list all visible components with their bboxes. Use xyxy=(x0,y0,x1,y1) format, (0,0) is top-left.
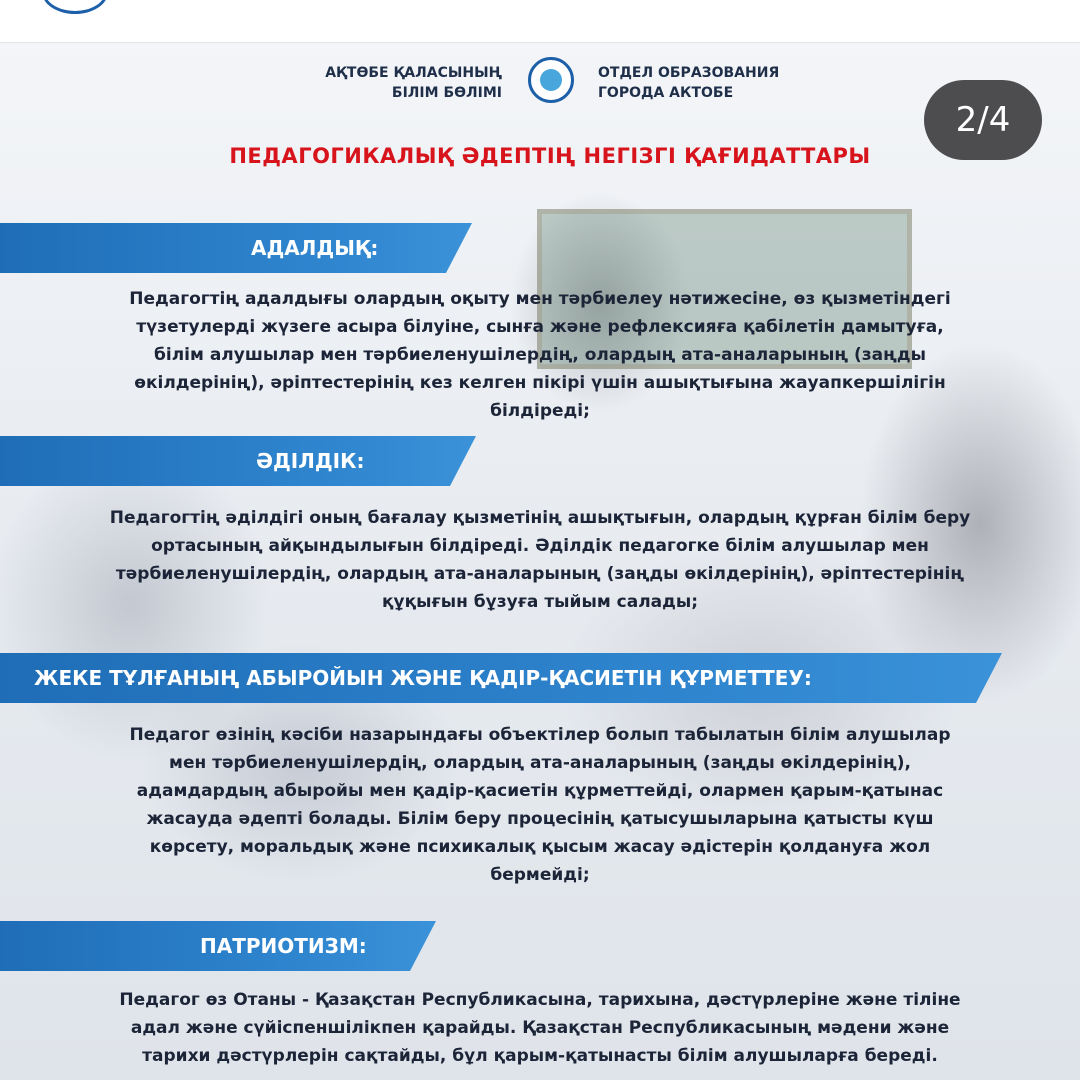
text-line: өкілдерінің), әріптестерінің кез келген пікірі үшін ашықтығына жауапкершілігін xyxy=(134,373,946,393)
text-line: түзетулерді жүзеге асыра білуіне, сынға және рефлексияға қабілетін дамытуға, xyxy=(136,317,944,337)
text-line: тарихи дәстүрлерін сақтайды, бұл қарым-қатынасты білім алушыларға береді. xyxy=(142,1046,938,1066)
text-line: көрсету, моральдық және психикалық қысым жасау әдістерін қолдануға жол xyxy=(149,837,931,857)
text-line: ортасының айқындылығын білдіреді. Әділдік педагогке білім алушылар мен xyxy=(151,536,929,556)
section-banner-honesty xyxy=(0,223,472,273)
text-line: білдіреді; xyxy=(490,401,590,421)
text-line: құқығын бұзуға тыйым салады; xyxy=(381,592,699,612)
header-right-line2: ГОРОДА АКТОБЕ xyxy=(598,85,734,101)
text-line: адамдардың абыройы мен қадір-қасиетін құрметтейді, олармен қарым-қатынас xyxy=(136,781,944,801)
post-image xyxy=(0,43,1080,1080)
text-line: Педагогтің әділдігі оның бағалау қызметінің ашықтығын, олардың құрған білім беру xyxy=(109,508,971,528)
section-banner-fairness xyxy=(0,436,476,486)
text-line: адал және сүйіспеншілікпен қарайды. Қазақстан Республикасының мәдени және xyxy=(130,1018,950,1038)
section-heading-fairness: ӘДІЛДІК: xyxy=(256,449,365,473)
post-title: ПЕДАГОГИКАЛЫҚ ӘДЕПТІҢ НЕГІЗГІ ҚАҒИДАТТАРЫ xyxy=(229,144,871,168)
section-heading-honesty: АДАЛДЫҚ: xyxy=(251,236,379,260)
text-line: бермейді; xyxy=(490,865,590,885)
header-right-line1: ОТДЕЛ ОБРАЗОВАНИЯ xyxy=(598,65,780,81)
header-left-line1: АҚТӨБЕ ҚАЛАСЫНЫҢ xyxy=(325,65,502,81)
city-education-emblem-icon xyxy=(528,57,574,103)
section-text-dignity xyxy=(0,721,1080,889)
text-line: білім алушылар мен тәрбиеленушілердің, олардың ата-аналарының (заңды xyxy=(154,345,926,365)
section-heading-dignity: ЖЕКЕ ТҰЛҒАНЫҢ АБЫРОЙЫН ЖӘНЕ ҚАДІР-ҚАСИЕТІН ҚҰРМЕТТЕУ: xyxy=(34,666,812,690)
section-text-honesty xyxy=(0,285,1080,425)
text-line: жасауда әдепті болады. Білім беру процесінің қатысушыларына қатысты күш xyxy=(146,809,934,829)
carousel-page-counter: 2/4 xyxy=(924,80,1042,160)
app-top-bar xyxy=(0,0,1080,43)
section-text-fairness xyxy=(0,504,1080,616)
profile-avatar-icon[interactable] xyxy=(42,0,108,14)
text-line: мен тәрбиеленушілердің, олардың ата-аналарының (заңды өкілдерінің), xyxy=(169,753,911,773)
section-heading-patriotism: ПАТРИОТИЗМ: xyxy=(200,934,367,958)
header-left-line2: БІЛІМ БӨЛІМІ xyxy=(391,85,502,101)
text-line: Педагог өз Отаны - Қазақстан Республикасына, тарихына, дәстүрлеріне және тіліне xyxy=(119,990,961,1010)
header-russian-org xyxy=(598,63,779,103)
section-text-patriotism xyxy=(0,986,1080,1070)
header-kazakh-org xyxy=(325,63,502,103)
text-line: тәрбиеленушілердің, олардың ата-аналарының (заңды өкілдерінің), әріптестерінің xyxy=(115,564,965,584)
text-line: Педагогтің адалдығы олардың оқыту мен тәрбиелеу нәтижесіне, өз қызметіндегі xyxy=(129,289,951,309)
text-line: Педагог өзінің кәсіби назарындағы объектілер болып табылатын білім алушылар xyxy=(129,725,951,745)
